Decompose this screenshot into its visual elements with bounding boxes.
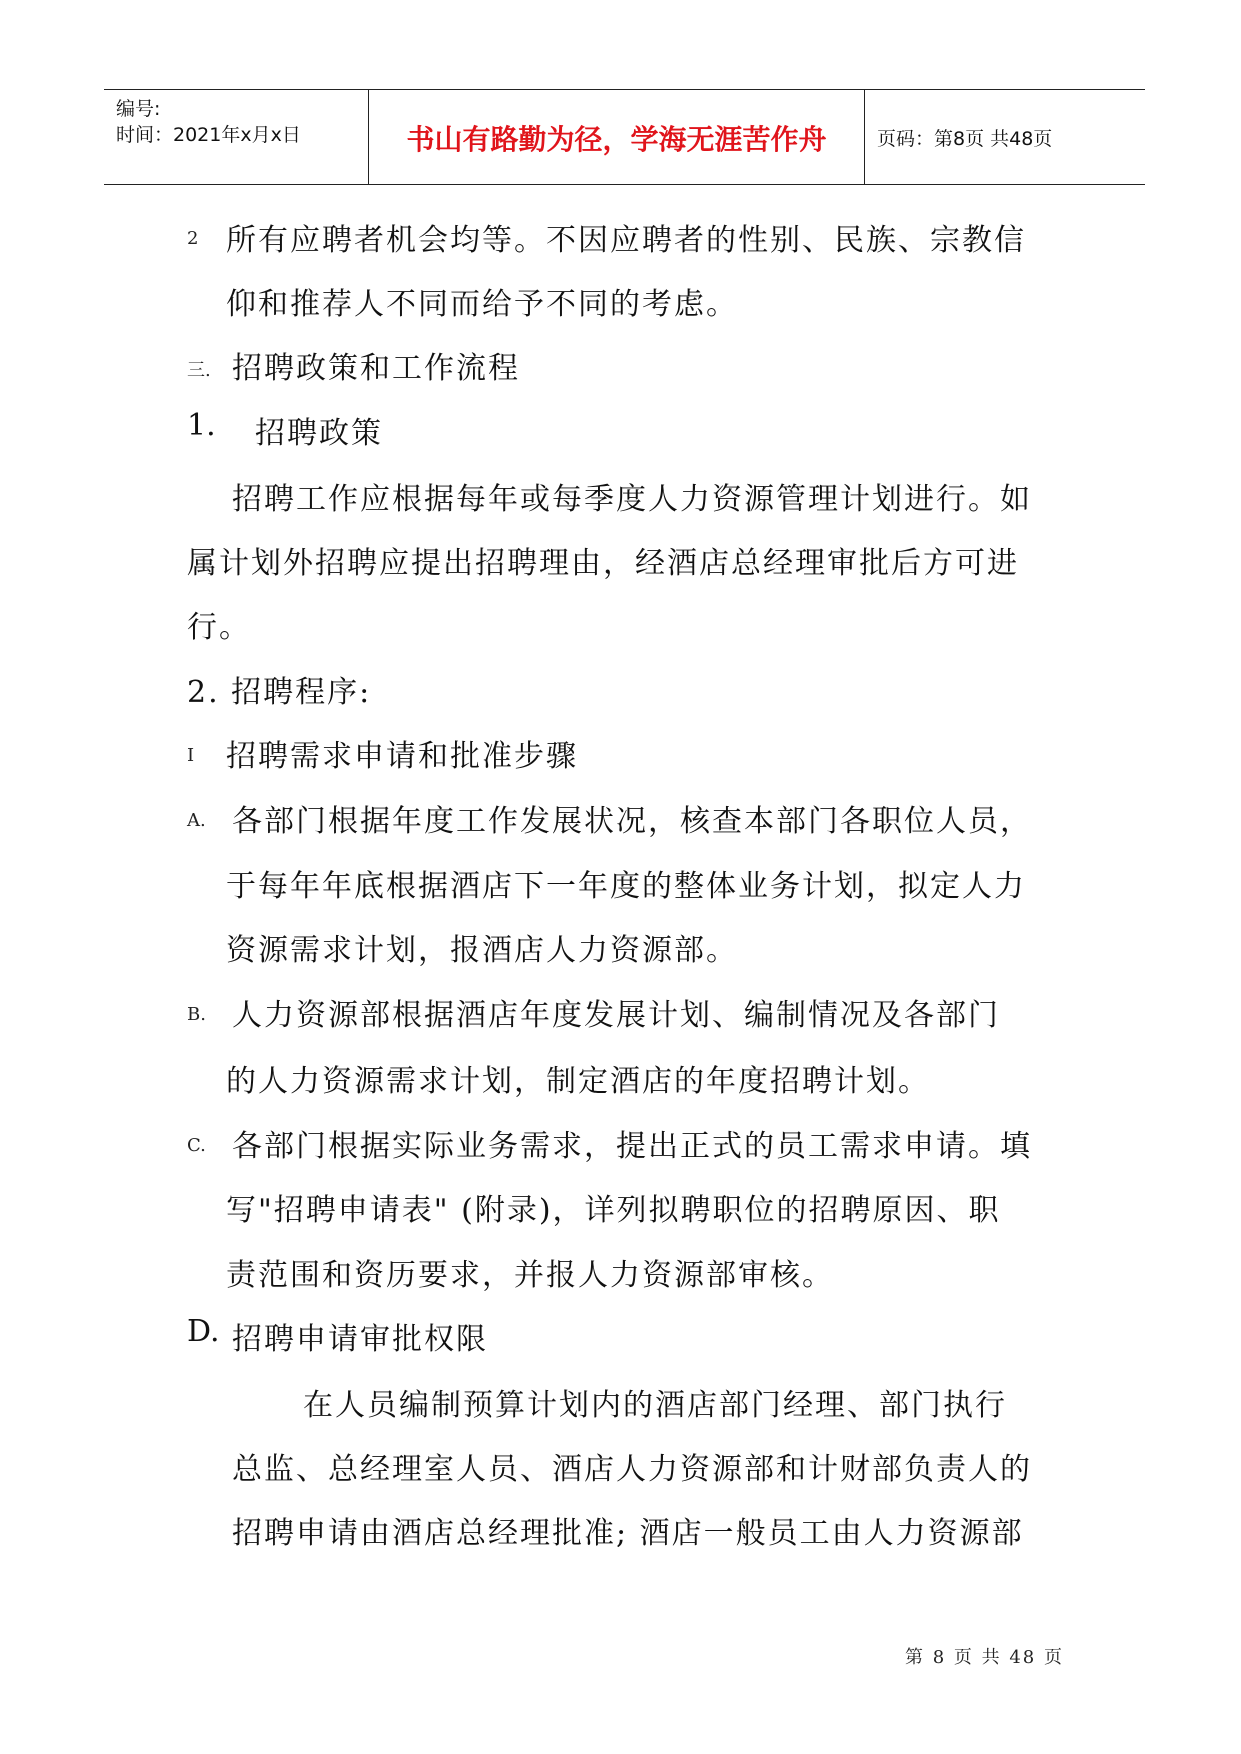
item-marker: 2 <box>187 228 199 249</box>
section-marker: 三. <box>187 360 211 381</box>
item-heading: 招聘申请审批权限 <box>232 1322 488 1357</box>
paragraph-line: 行。 <box>187 610 251 645</box>
subsection-marker: 1. <box>187 408 216 443</box>
paragraph-line: 的人力资源需求计划，制定酒店的年度招聘计划。 <box>226 1064 930 1099</box>
paragraph-line: 仰和推荐人不同而给予不同的考虑。 <box>226 287 738 322</box>
paragraph-line: 招聘申请由酒店总经理批准; 酒店一般员工由人力资源部 <box>232 1516 1024 1551</box>
header-motto-cell <box>368 90 865 184</box>
document-number-label: 编号: <box>116 98 161 120</box>
section-heading: 招聘政策和工作流程 <box>232 351 520 386</box>
subsection-heading: 2. 招聘程序: <box>187 675 372 710</box>
item-marker: I <box>187 745 195 766</box>
header-page-label: 页码：第8页 共48页 <box>877 128 1053 150</box>
paragraph-line: 所有应聘者机会均等。不因应聘者的性别、民族、宗教信 <box>226 223 1026 258</box>
page-footer: 第 8 页 共 48 页 <box>905 1647 1064 1668</box>
paragraph-line: 于每年年底根据酒店下一年度的整体业务计划，拟定人力 <box>226 869 1026 904</box>
paragraph-line: 属计划外招聘应提出招聘理由，经酒店总经理审批后方可进 <box>187 546 1019 581</box>
paragraph-line: 各部门根据实际业务需求，提出正式的员工需求申请。填 <box>232 1129 1032 1164</box>
paragraph-line: 在人员编制预算计划内的酒店部门经理、部门执行 <box>303 1388 1007 1423</box>
paragraph-line: 写"招聘申请表" (附录)，详列拟聘职位的招聘原因、职 <box>226 1193 1001 1228</box>
item-marker: C. <box>187 1135 206 1156</box>
paragraph-line: 招聘工作应根据每年或每季度人力资源管理计划进行。如 <box>232 482 1032 517</box>
document-time-label: 时间：2021年x月x日 <box>116 124 301 146</box>
item-marker: A. <box>187 810 206 831</box>
paragraph-line: 各部门根据年度工作发展状况，核查本部门各职位人员， <box>232 804 1032 839</box>
header-info-cell <box>104 90 368 184</box>
motto-text: 书山有路勤为径，学海无涯苦作舟 <box>406 123 827 156</box>
paragraph-line: 总监、总经理室人员、酒店人力资源部和计财部负责人的 <box>232 1452 1032 1487</box>
subsection-heading: 招聘政策 <box>255 416 383 451</box>
header-page-cell <box>865 90 1145 184</box>
item-marker: B. <box>187 1004 206 1025</box>
paragraph-line: 责范围和资历要求，并报人力资源部审核。 <box>226 1258 834 1293</box>
paragraph-line: 人力资源部根据酒店年度发展计划、编制情况及各部门 <box>232 998 1000 1033</box>
paragraph-line: 资源需求计划，报酒店人力资源部。 <box>226 933 738 968</box>
page-header <box>104 89 1145 185</box>
item-heading: 招聘需求申请和批准步骤 <box>226 739 578 774</box>
item-marker: D. <box>187 1314 220 1349</box>
